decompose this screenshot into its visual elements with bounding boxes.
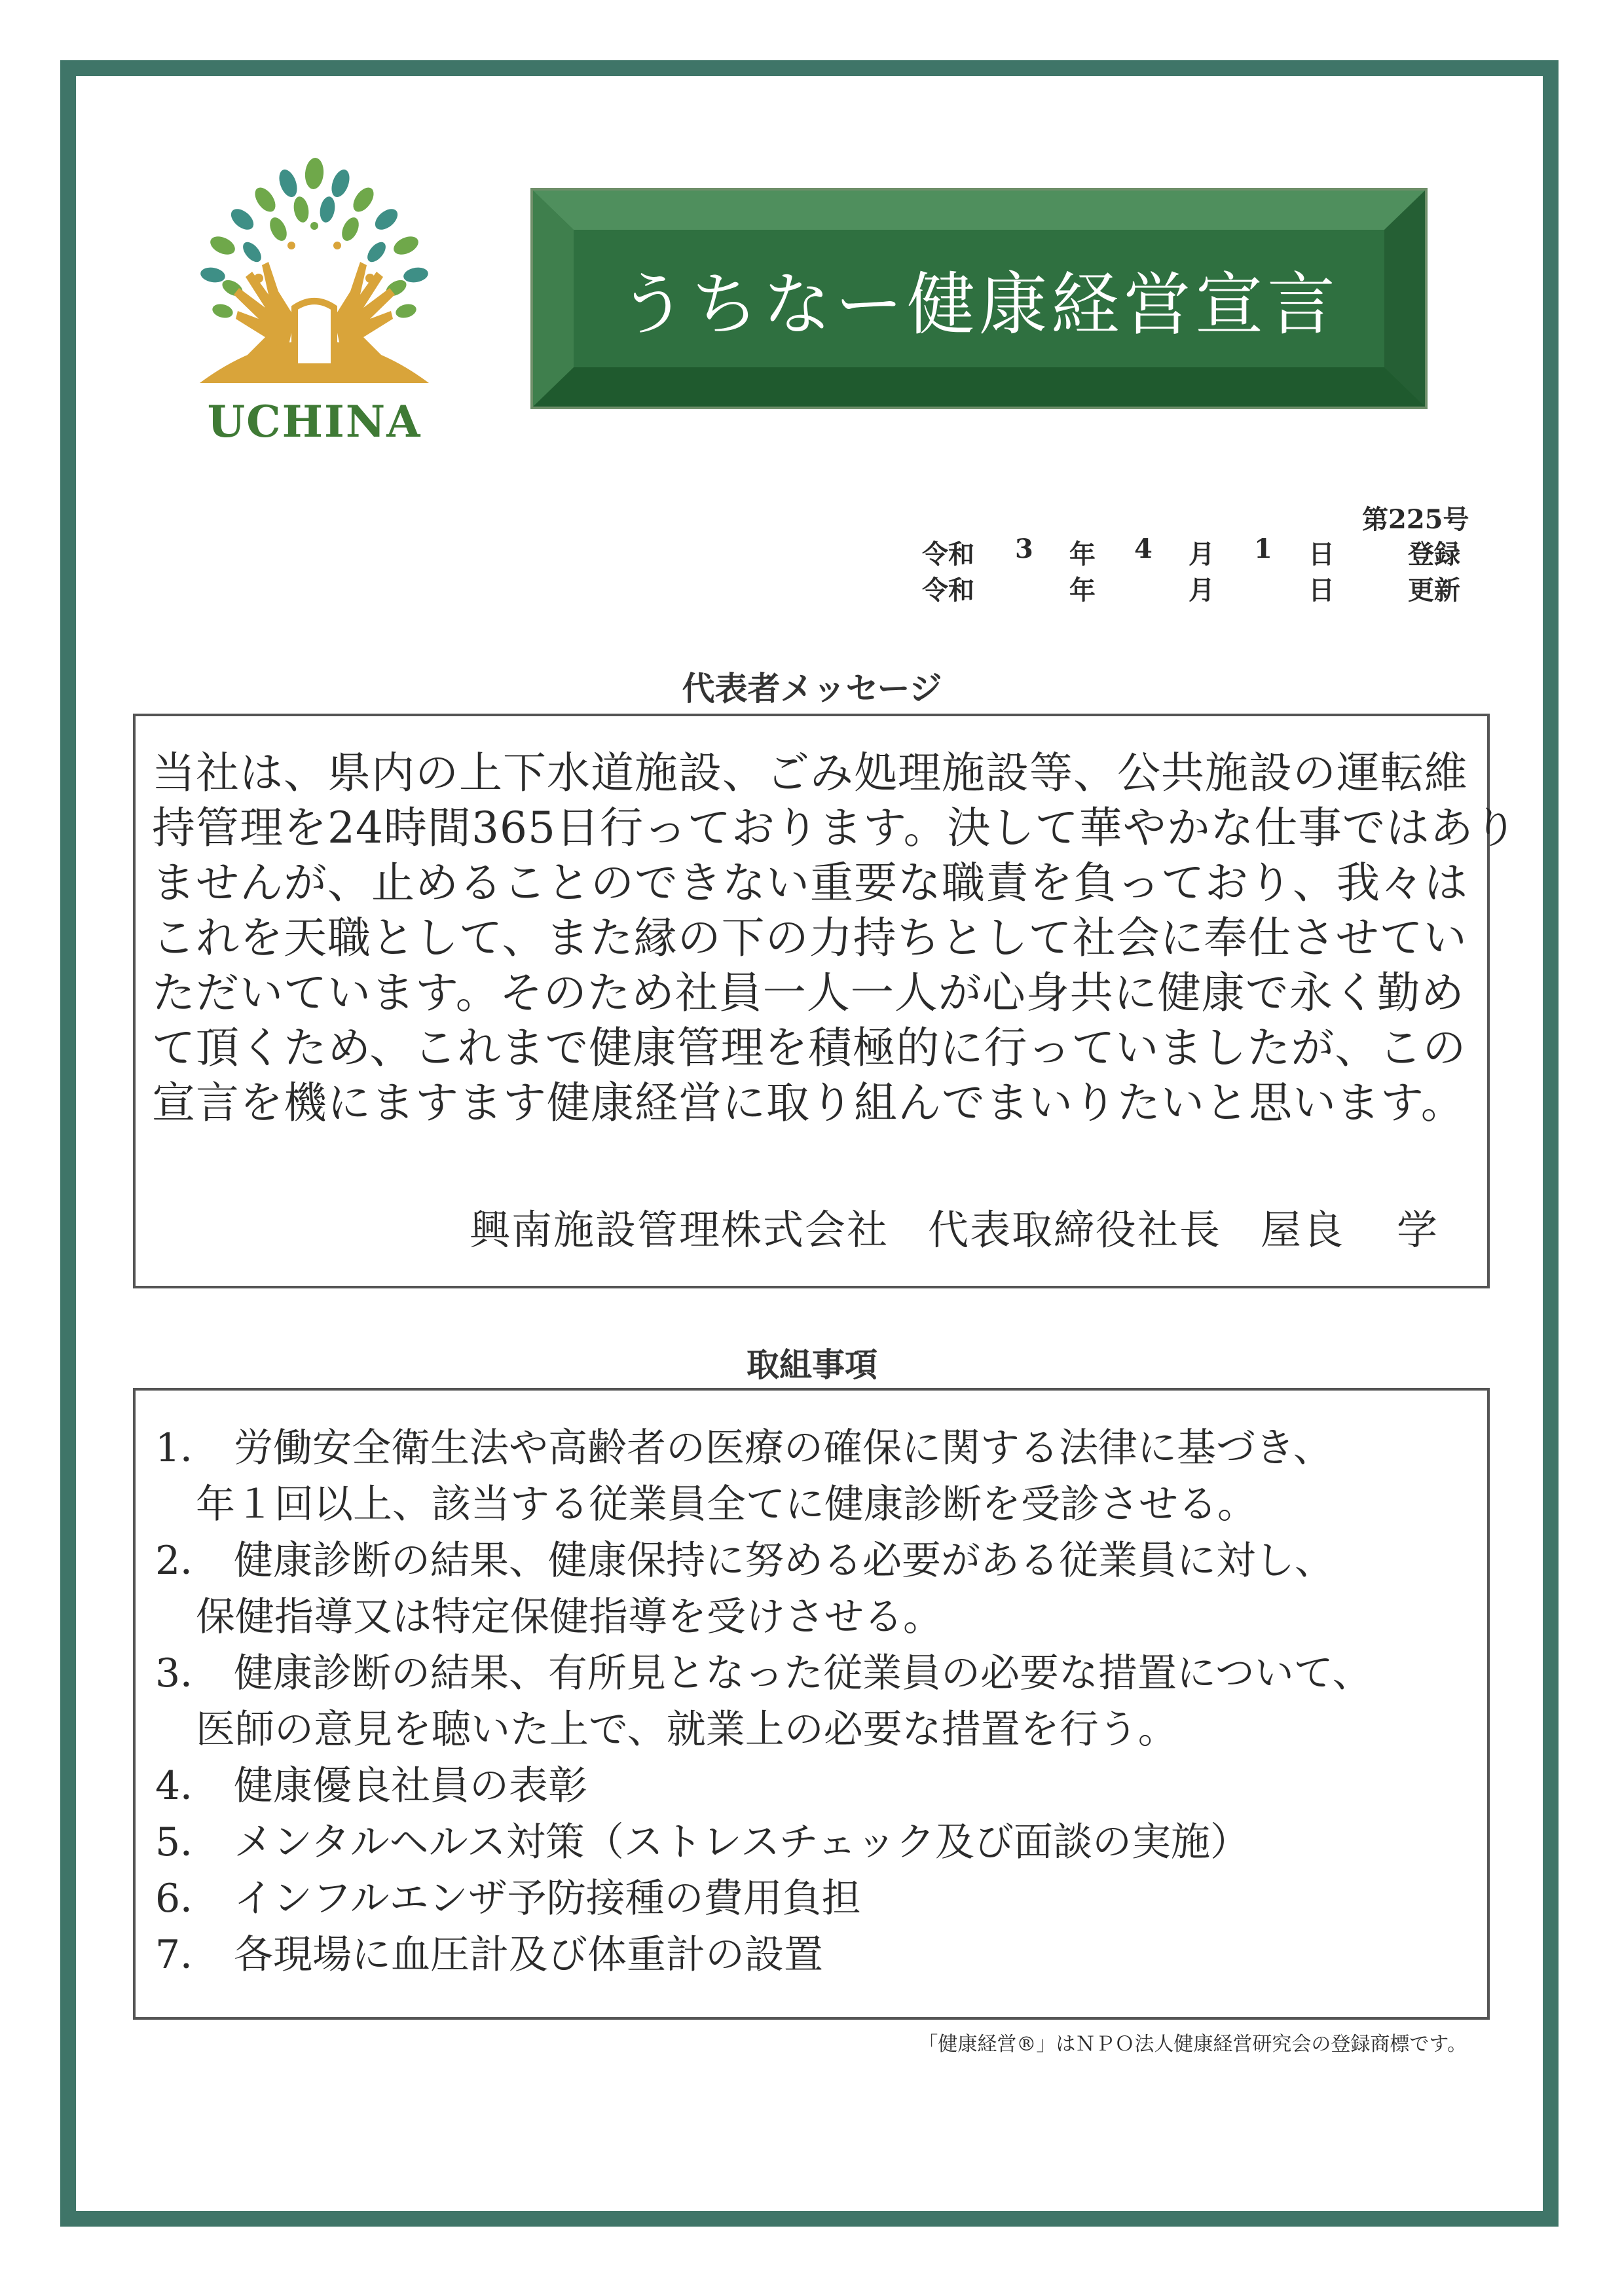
registered-year-unit: 年 bbox=[1069, 539, 1096, 570]
action-number: 4． bbox=[155, 1763, 220, 1809]
registered-era: 令和 bbox=[922, 539, 974, 570]
updated-era: 令和 bbox=[922, 575, 974, 606]
leaves bbox=[199, 157, 429, 320]
message-line: て頂くため、これまで健康管理を積極的に行っていましたが、この bbox=[152, 1023, 1467, 1073]
action-item-4 bbox=[155, 1758, 1478, 1814]
updated-day-unit: 日 bbox=[1308, 575, 1335, 606]
action-item-1-cont bbox=[155, 1476, 1478, 1533]
actions-heading: 取組事項 bbox=[747, 1345, 877, 1384]
signature bbox=[136, 1197, 1439, 1256]
action-text: 各現場に血圧計及び体重計の設置 bbox=[234, 1932, 823, 1978]
action-item-3 bbox=[155, 1645, 1478, 1702]
registration-number: 第225号 bbox=[1362, 504, 1469, 535]
representative-title: 代表取締役社長 bbox=[927, 1206, 1221, 1254]
action-text: 健康優良社員の表彰 bbox=[234, 1763, 587, 1809]
action-text: 健康診断の結果、有所見となった従業員の必要な措置について、 bbox=[234, 1650, 1372, 1696]
action-text: インフルエンザ予防接種の費用負担 bbox=[234, 1876, 861, 1922]
message-box bbox=[133, 714, 1518, 1288]
representative-given-name: 学 bbox=[1396, 1206, 1439, 1254]
updated-month-unit: 月 bbox=[1189, 575, 1215, 606]
action-item-7 bbox=[155, 1927, 1478, 1983]
action-number: 1． bbox=[155, 1425, 220, 1471]
updated-label: 更新 bbox=[1408, 575, 1460, 606]
action-number: 7． bbox=[155, 1932, 220, 1978]
action-number: 2． bbox=[155, 1538, 220, 1584]
registered-day-unit: 日 bbox=[1308, 539, 1335, 570]
declaration-title: うちなー健康経営宣言 bbox=[618, 264, 1339, 344]
registered-month: 4 bbox=[1134, 534, 1153, 564]
action-number: 3． bbox=[155, 1650, 220, 1696]
message-line: ただいています。そのため社員一人一人が心身共に健康で永く勤め bbox=[152, 968, 1465, 1018]
action-item-2 bbox=[155, 1533, 1478, 1589]
action-item-1 bbox=[155, 1420, 1478, 1476]
actions-box bbox=[133, 1388, 1490, 2020]
message-body bbox=[152, 746, 1518, 1131]
action-number: 6． bbox=[155, 1876, 220, 1922]
message-line: これを天職として、また縁の下の力持ちとして社会に奉仕させてい bbox=[152, 913, 1467, 963]
representative-surname: 屋良 bbox=[1260, 1206, 1344, 1254]
tree-hands-icon bbox=[160, 147, 468, 396]
action-text: 労働安全衛生法や高齢者の医療の確保に関する法律に基づき、 bbox=[234, 1425, 1333, 1471]
updated-year-unit: 年 bbox=[1069, 575, 1096, 606]
action-text: 年１回以上、該当する従業員全てに健康診断を受診させる。 bbox=[196, 1482, 1257, 1527]
action-text: メンタルヘルス対策（ストレスチェック及び面談の実施） bbox=[234, 1819, 1249, 1865]
trademark-note: 「健康経営®」はＮＰＯ法人健康経営研究会の登録商標です。 bbox=[918, 2033, 1467, 2056]
title-banner bbox=[530, 188, 1428, 409]
message-line: ませんが、止めることのできない重要な職責を負っており、我々は bbox=[152, 858, 1468, 908]
action-item-5 bbox=[155, 1814, 1478, 1870]
action-text: 健康診断の結果、健康保持に努める必要がある従業員に対し、 bbox=[234, 1538, 1334, 1584]
registered-label: 登録 bbox=[1408, 539, 1460, 570]
logo-wordmark: UCHINA bbox=[207, 396, 422, 447]
action-text: 保健指導又は特定保健指導を受けさせる。 bbox=[196, 1594, 942, 1640]
action-item-3-cont bbox=[155, 1702, 1478, 1758]
company-name: 興南施設管理株式会社 bbox=[469, 1206, 889, 1254]
actions-list bbox=[155, 1420, 1478, 1983]
message-line: 宣言を機にますます健康経営に取り組んでまいりたいと思います。 bbox=[152, 1078, 1465, 1128]
message-heading: 代表者メッセージ bbox=[682, 669, 942, 708]
action-item-2-cont bbox=[155, 1589, 1478, 1645]
hands bbox=[200, 262, 429, 383]
registered-year: 3 bbox=[1015, 534, 1033, 564]
action-text: 医師の意見を聴いた上で、就業上の必要な措置を行う。 bbox=[196, 1707, 1177, 1753]
registered-day: 1 bbox=[1254, 534, 1272, 564]
action-item-6 bbox=[155, 1870, 1478, 1927]
uchina-logo bbox=[160, 147, 468, 462]
message-line: 当社は、県内の上下水道施設、ごみ処理施設等、公共施設の運転維 bbox=[152, 748, 1468, 798]
action-number: 5． bbox=[155, 1819, 220, 1865]
message-line: 持管理を24時間365日行っております。決して華やかな仕事ではあり bbox=[152, 803, 1518, 853]
registered-month-unit: 月 bbox=[1189, 539, 1215, 570]
